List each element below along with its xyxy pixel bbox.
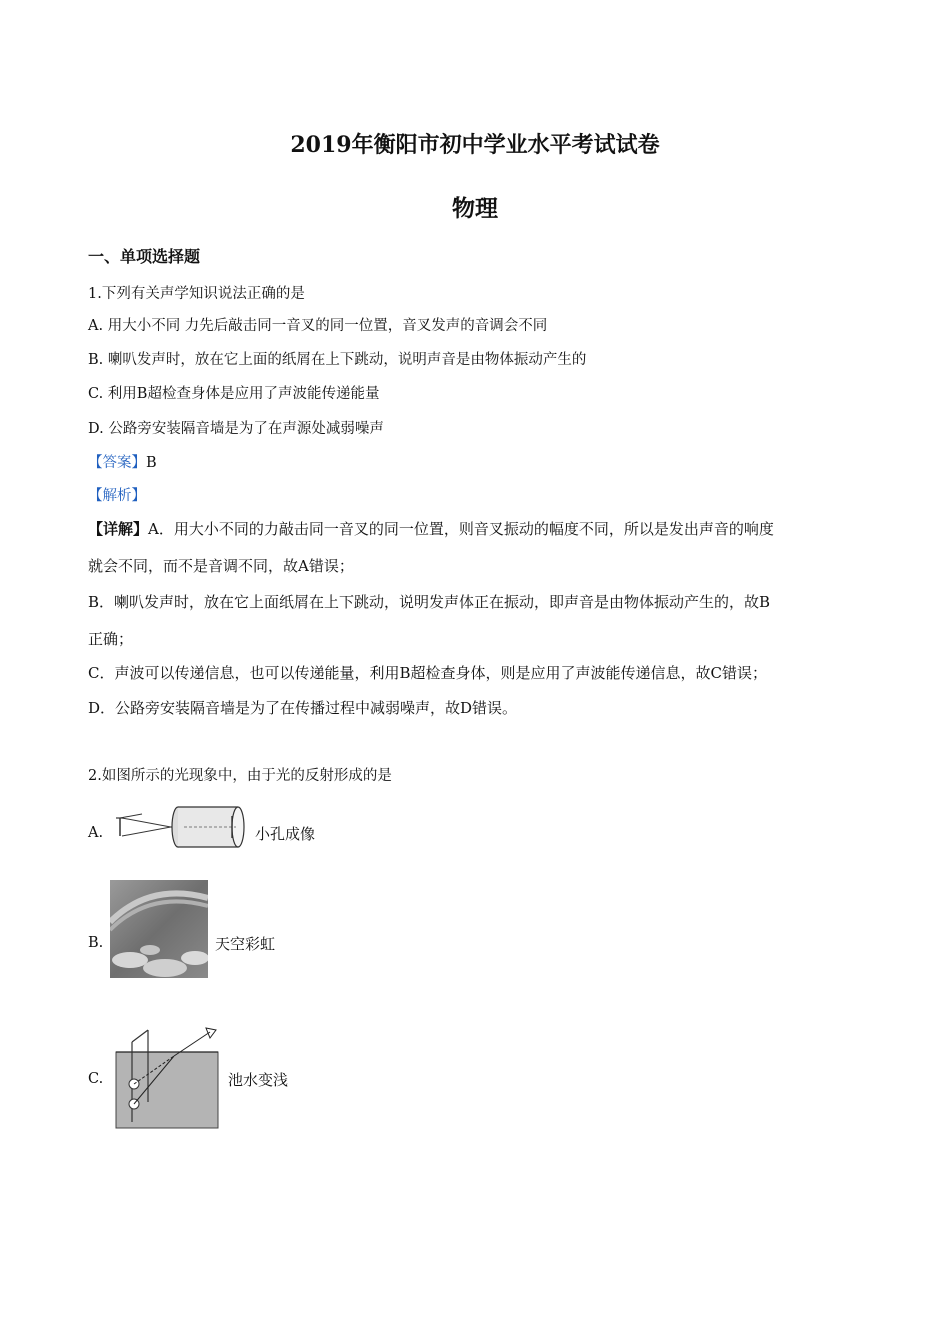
q1-answer [88,451,157,472]
pool-water-figure [112,1022,220,1130]
rainbow-photo-figure [110,880,208,978]
q1-detail-a-line2: 就会不同，而不是音调不同，故A错误； [88,557,354,575]
q1-option-b: B. 喇叭发声时，放在它上面的纸屑在上下跳动，说明声音是由物体振动产生的 [88,352,587,368]
answer-value: B [146,455,157,471]
q1-detail-a-line1 [88,518,774,539]
q1-option-d: D. 公路旁安装隔音墙是为了在声源处减弱噪声 [88,421,384,437]
q1-option-c: C. 利用B超检查身体是应用了声波能传递能量 [88,386,380,402]
section-heading: 一、单项选择题 [88,247,201,266]
q2-option-b-caption: 天空彩虹 [215,935,276,953]
pinhole-camera-figure [112,804,252,854]
detail-tag: 【详解】 [88,520,149,538]
q2-option-a-label: A. [88,825,104,841]
q1-detail-b-line1: B．喇叭发声时，放在它上面纸屑在上下跳动，说明发声体正在振动，即声音是由物体振动产生的，故B [88,593,771,611]
detail-a-text: A．用大小不同的力敲击同一音叉的同一位置，则音叉振动的幅度不同，所以是发出声音的响度 [148,520,774,538]
document-title: 2019年衡阳市初中学业水平考试试卷 [290,132,660,158]
analysis-tag: 【解析】 [88,488,146,504]
q2-option-b-label: B. [88,935,104,951]
q2-option-c-label: C. [88,1071,104,1087]
q1-stem: 1.下列有关声学知识说法正确的是 [88,286,305,302]
q1-analysis [88,484,146,505]
q1-option-a: A. 用大小不同 力先后敲击同一音叉的同一位置，音叉发声的音调会不同 [88,318,548,334]
q2-option-a-caption: 小孔成像 [255,825,316,843]
q2-stem: 2.如图所示的光现象中，由于光的反射形成的是 [88,768,392,784]
q1-detail-d: D．公路旁安装隔音墙是为了在传播过程中减弱噪声，故D错误。 [88,699,518,717]
q2-option-c-caption: 池水变浅 [228,1071,289,1089]
q1-detail-b-line2: 正确； [88,630,134,648]
document-subject: 物理 [452,195,498,222]
q1-detail-c: C．声波可以传递信息，也可以传递能量，利用B超检查身体，则是应用了声波能传递信息，故C错误； [88,664,767,682]
answer-tag: 【答案】 [88,455,146,471]
